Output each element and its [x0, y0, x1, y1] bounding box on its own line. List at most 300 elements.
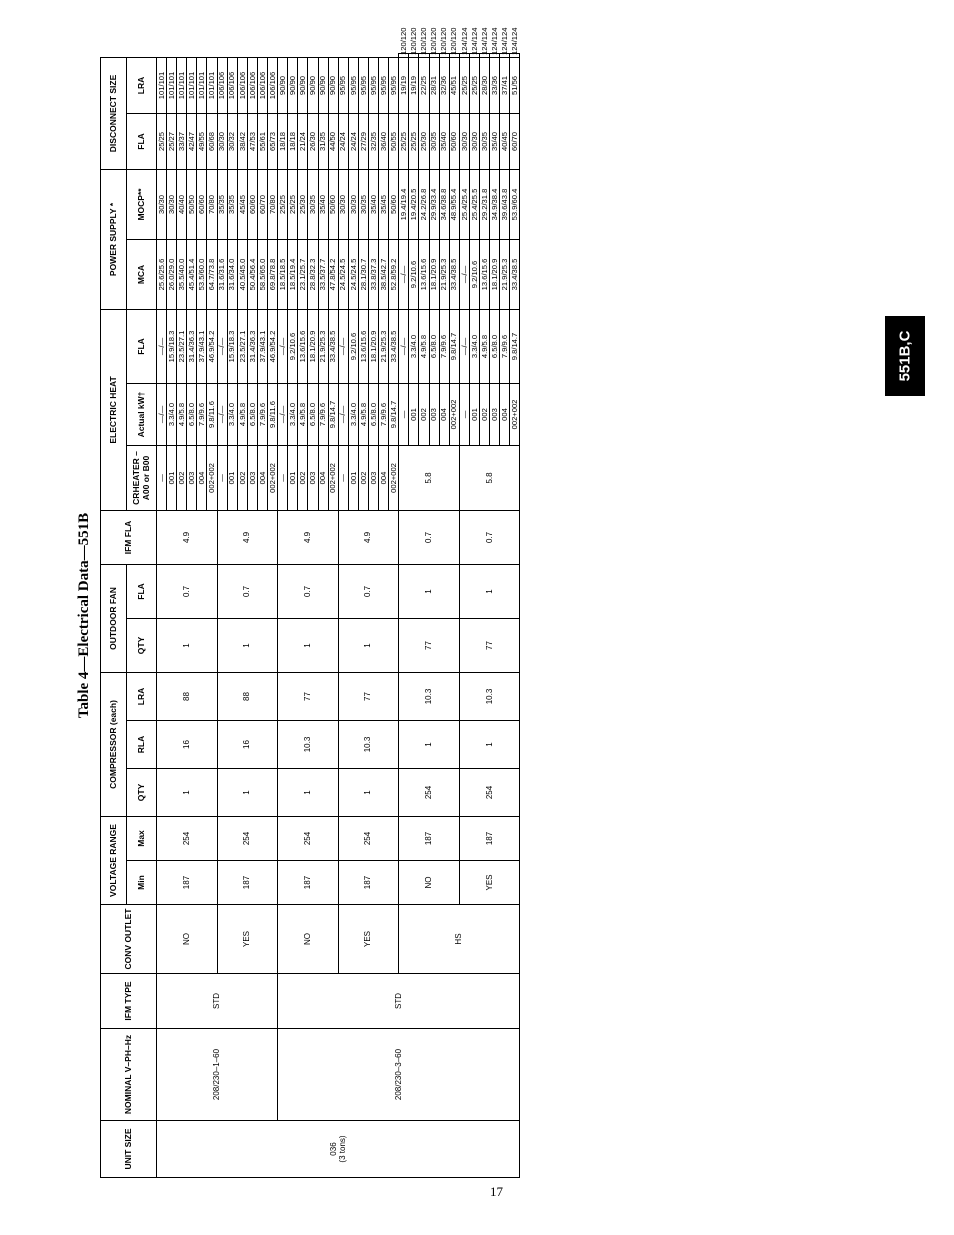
heat-fla-cell: 13.6/15.6	[298, 309, 308, 383]
ifm-fla-cell: 4.9	[338, 510, 399, 564]
fan-fla-cell: 0.7	[217, 564, 278, 618]
fan-qty-cell: 1	[217, 618, 278, 672]
ifm-type-cell: STD	[278, 974, 520, 1029]
mocp-cell: 30/30	[157, 169, 167, 239]
actual-kw-cell: 3.3/4.0	[409, 309, 419, 383]
crheater-cell: 002	[177, 445, 187, 510]
mca-cell: 28.1/30.7	[358, 239, 368, 309]
mca-cell: 31.6/31.6	[217, 239, 227, 309]
crheater-cell: 002	[480, 383, 490, 445]
actual-kw-cell: 9.8/11.6	[268, 383, 278, 445]
disconnect-fla-cell: 38/42	[237, 113, 247, 169]
mocp-cell: 50/60	[449, 113, 459, 169]
disconnect-fla-cell: 27/29	[358, 113, 368, 169]
heat-fla-cell: 18.1/20.9	[429, 239, 439, 309]
heat-fla-cell: 13.6/15.6	[358, 309, 368, 383]
heat-fla-cell: 13.6/15.6	[419, 239, 429, 309]
header-conv-outlet: CONV OUTLET	[101, 905, 157, 974]
mocp-cell: 30/35	[358, 169, 368, 239]
crheater-cell: 001	[227, 445, 237, 510]
compressor-lra-cell: 88	[157, 672, 218, 720]
header-mca: MCA	[127, 239, 157, 309]
disconnect-fla-cell: 31/35	[318, 113, 328, 169]
actual-kw-cell: 4.9/5.8	[419, 309, 429, 383]
header-voltage-max: Max	[127, 816, 157, 860]
heat-fla-cell: 33.4/38.5	[328, 309, 338, 383]
compressor-lra-cell: 77	[338, 672, 399, 720]
crheater-cell: 004	[318, 445, 328, 510]
compressor-rla-cell: 10.3	[278, 720, 339, 768]
disconnect-lra-cell: 101/101	[157, 57, 167, 113]
disconnect-lra-cell: 95/95	[338, 57, 348, 113]
mca-cell: 29.9/33.4	[429, 169, 439, 239]
disconnect-fla-cell: 45/51	[449, 57, 459, 113]
compressor-lra-cell: 88	[217, 672, 278, 720]
table-title: Table 4—Electrical Data—551B	[76, 512, 92, 719]
disconnect-lra-cell: 120/120	[429, 54, 439, 58]
mocp-cell: 60/70	[257, 169, 267, 239]
heat-fla-cell: —/—	[157, 309, 167, 383]
mca-cell: 26.0/29.0	[167, 239, 177, 309]
mocp-cell: 60/60	[197, 169, 207, 239]
disconnect-lra-cell: 124/124	[480, 54, 490, 58]
disconnect-lra-cell: 106/106	[247, 57, 257, 113]
heat-fla-cell: 9.2/10.6	[348, 309, 358, 383]
crheater-cell: 001	[167, 445, 177, 510]
compressor-qty-cell: 1	[217, 768, 278, 816]
fan-qty-cell: 1	[157, 618, 218, 672]
mocp-cell: 35/40	[439, 113, 449, 169]
heat-fla-cell: 21.9/25.3	[439, 239, 449, 309]
crheater-cell: 004	[197, 445, 207, 510]
fan-fla-cell: 0.7	[157, 564, 218, 618]
compressor-rla-cell: 10.3	[338, 720, 399, 768]
actual-kw-cell: 7.9/9.6	[379, 383, 389, 445]
mocp-cell: 45/45	[237, 169, 247, 239]
crheater-cell: 001	[348, 445, 358, 510]
voltage-max-cell: 254	[338, 816, 399, 860]
header-fan-qty: QTY	[127, 618, 157, 672]
mca-cell: 64.7/73.8	[207, 239, 217, 309]
disconnect-lra-cell: 95/95	[358, 57, 368, 113]
disconnect-lra-cell: 120/120	[419, 54, 429, 58]
disconnect-lra-cell: 124/124	[490, 54, 500, 58]
mocp-cell: 40/40	[177, 169, 187, 239]
mca-cell: 31.6/34.0	[227, 239, 237, 309]
compressor-rla-cell: 10.3	[399, 672, 460, 720]
mocp-cell: 35/35	[227, 169, 237, 239]
mocp-cell: 30/30	[167, 169, 177, 239]
actual-kw-cell: 6.5/8.0	[247, 383, 257, 445]
actual-kw-cell: 6.5/8.0	[187, 383, 197, 445]
mocp-cell: 35/40	[368, 169, 378, 239]
header-compressor-qty: QTY	[127, 768, 157, 816]
header-actual-kw: Actual kW†	[127, 383, 157, 445]
header-crheater: CRHEATER –A00 or B00	[127, 445, 157, 510]
heat-fla-cell: 18.1/20.9	[308, 309, 318, 383]
header-voltage-min: Min	[127, 861, 157, 905]
header-heat-fla: FLA	[127, 309, 157, 383]
disconnect-lra-cell: 106/106	[257, 57, 267, 113]
ifm-fla-cell: 4.9	[278, 510, 339, 564]
disconnect-lra-cell: 124/124	[510, 54, 520, 58]
crheater-cell: 001	[409, 383, 419, 445]
compressor-qty-cell: 1	[399, 720, 460, 768]
compressor-qty-cell: 1	[157, 768, 218, 816]
actual-kw-cell: —/—	[338, 383, 348, 445]
mca-cell: 45.4/51.4	[187, 239, 197, 309]
mca-cell: 48.9/55.4	[449, 169, 459, 239]
crheater-cell: 003	[368, 445, 378, 510]
header-compressor: COMPRESSOR (each)	[101, 672, 127, 816]
crheater-cell: —	[217, 445, 227, 510]
crheater-cell: —	[157, 445, 167, 510]
header-mocp: MOCP**	[127, 169, 157, 239]
crheater-cell: 001	[288, 445, 298, 510]
header-nominal: NOMINAL V–PH–Hz	[101, 1029, 157, 1121]
disconnect-lra-cell: 106/106	[237, 57, 247, 113]
mca-cell: 18.5/18.5	[278, 239, 288, 309]
disconnect-fla-cell: 65/73	[268, 113, 278, 169]
conv-outlet-cell: NO	[157, 905, 218, 974]
mocp-cell: 30/30	[469, 113, 479, 169]
voltage-max-cell: 254	[217, 816, 278, 860]
heat-fla-cell: 21.9/25.3	[379, 309, 389, 383]
crheater-cell: 002+002	[268, 445, 278, 510]
actual-kw-cell: 3.3/4.0	[167, 383, 177, 445]
voltage-min-cell: 187	[157, 861, 218, 905]
mocp-cell: 25/30	[419, 113, 429, 169]
disconnect-lra-cell: 95/95	[379, 57, 389, 113]
crheater-cell: 003	[247, 445, 257, 510]
mca-cell: 25.4/25.5	[469, 169, 479, 239]
disconnect-fla-cell: 19/19	[409, 57, 419, 113]
heat-fla-cell: 31.4/36.3	[187, 309, 197, 383]
mca-cell: 29.2/31.8	[480, 169, 490, 239]
heat-fla-cell: 23.5/27.1	[177, 309, 187, 383]
mocp-cell: 25/25	[278, 169, 288, 239]
heat-fla-cell: 33.4/38.5	[449, 239, 459, 309]
disconnect-fla-cell: 25/27	[167, 113, 177, 169]
crheater-cell: 002+002	[328, 445, 338, 510]
disconnect-lra-cell: 106/106	[217, 57, 227, 113]
actual-kw-cell: —/—	[459, 309, 469, 383]
nominal-cell: 208/230–1–60	[157, 1029, 278, 1121]
table-row	[157, 54, 167, 1178]
heat-fla-cell: 21.9/25.3	[318, 309, 328, 383]
mca-cell: 33.8/37.3	[368, 239, 378, 309]
mocp-cell: 40/45	[500, 113, 510, 169]
actual-kw-cell: —/—	[157, 383, 167, 445]
actual-kw-cell: —/—	[217, 383, 227, 445]
disconnect-fla-cell: 37/41	[500, 57, 510, 113]
disconnect-lra-cell: 124/124	[500, 54, 510, 58]
crheater-cell: 003	[187, 445, 197, 510]
compressor-rla-cell: 16	[217, 720, 278, 768]
heat-fla-cell: 9.2/10.6	[288, 309, 298, 383]
table-row	[278, 54, 288, 1178]
unit-size-value: 036	[328, 1142, 338, 1156]
voltage-min-cell: 187	[399, 816, 460, 860]
conv-outlet-cell: YES	[459, 861, 520, 905]
actual-kw-cell: 6.5/8.0	[429, 309, 439, 383]
disconnect-fla-cell: 28/31	[429, 57, 439, 113]
disconnect-fla-cell: 60/68	[207, 113, 217, 169]
crheater-cell: —	[399, 383, 409, 445]
disconnect-fla-cell: 42/47	[187, 113, 197, 169]
disconnect-fla-cell: 44/50	[328, 113, 338, 169]
mca-cell: 19.4/20.5	[409, 169, 419, 239]
disconnect-fla-cell: 36/40	[379, 113, 389, 169]
disconnect-fla-cell: 18/18	[288, 113, 298, 169]
heat-fla-cell: 37.9/43.1	[257, 309, 267, 383]
voltage-max-cell: 254	[399, 768, 460, 816]
mca-cell: 25.4/25.4	[459, 169, 469, 239]
table-body	[156, 27, 520, 1178]
voltage-min-cell: 187	[278, 861, 339, 905]
disconnect-fla-cell: 32/35	[368, 113, 378, 169]
mocp-cell: 60/60	[247, 169, 257, 239]
heat-fla-cell: —/—	[217, 309, 227, 383]
disconnect-fla-cell: 24/24	[348, 113, 358, 169]
mca-cell: 25.6/25.6	[157, 239, 167, 309]
heat-fla-cell: —/—	[278, 309, 288, 383]
mocp-cell: 70/80	[207, 169, 217, 239]
ifm-type-cell: STD	[157, 974, 278, 1029]
compressor-lra-cell: 77	[459, 618, 520, 672]
disconnect-lra-cell: 101/101	[207, 57, 217, 113]
disconnect-fla-cell: 47/53	[247, 113, 257, 169]
conv-outlet-cell: YES	[217, 905, 278, 974]
mocp-cell: 35/40	[490, 113, 500, 169]
heat-fla-cell: 33.4/38.5	[389, 309, 399, 383]
heat-fla-cell: 46.9/54.2	[207, 309, 217, 383]
heat-fla-cell: 37.9/43.1	[197, 309, 207, 383]
actual-kw-cell: 6.5/8.0	[490, 309, 500, 383]
heat-fla-cell: 15.9/18.3	[227, 309, 237, 383]
crheater-cell: —	[459, 383, 469, 445]
mocp-cell: 50/60	[389, 169, 399, 239]
disconnect-fla-cell: 30/30	[217, 113, 227, 169]
mca-cell: 28.8/32.3	[308, 239, 318, 309]
disconnect-fla-cell: 25/25	[459, 57, 469, 113]
mocp-cell: 25/25	[409, 113, 419, 169]
header-voltage-range: VOLTAGE RANGE	[101, 816, 127, 904]
conv-outlet-cell: NO	[278, 905, 339, 974]
actual-kw-cell: 7.9/9.6	[500, 309, 510, 383]
voltage-min-cell: 187	[338, 861, 399, 905]
mocp-cell: 25/30	[298, 169, 308, 239]
actual-kw-cell: 4.9/5.8	[177, 383, 187, 445]
crheater-cell: 002+002	[389, 445, 399, 510]
actual-kw-cell: 3.3/4.0	[469, 309, 479, 383]
disconnect-fla-cell: 50/55	[389, 113, 399, 169]
actual-kw-cell: 7.9/9.6	[318, 383, 328, 445]
crheater-cell: 002	[237, 445, 247, 510]
mca-cell: 53.9/60.4	[510, 169, 520, 239]
heat-fla-cell: 9.2/10.6	[469, 239, 479, 309]
mca-cell: 38.5/42.7	[379, 239, 389, 309]
header-compressor-lra: LRA	[127, 672, 157, 720]
rotated-table-area	[76, 27, 590, 1178]
mca-cell: 23.1/25.7	[298, 239, 308, 309]
disconnect-fla-cell: 26/30	[308, 113, 318, 169]
ifm-fla-cell: 5.8	[459, 445, 520, 510]
actual-kw-cell: 7.9/9.6	[257, 383, 267, 445]
disconnect-lra-cell: 90/90	[288, 57, 298, 113]
actual-kw-cell: 6.5/8.0	[308, 383, 318, 445]
disconnect-fla-cell: 49/55	[197, 113, 207, 169]
fan-fla-cell: 0.7	[278, 564, 339, 618]
disconnect-lra-cell: 90/90	[278, 57, 288, 113]
conv-outlet-cell: YES	[338, 905, 399, 974]
compressor-qty-cell: 1	[278, 768, 339, 816]
mca-cell: 52.8/59.2	[389, 239, 399, 309]
fan-fla-cell: 0.7	[399, 510, 460, 564]
mocp-cell: 35/45	[379, 169, 389, 239]
disconnect-fla-cell: 55/61	[257, 113, 267, 169]
disconnect-fla-cell: 22/25	[419, 57, 429, 113]
mocp-cell: 30/35	[429, 113, 439, 169]
disconnect-fla-cell: 33/37	[177, 113, 187, 169]
side-tab	[885, 316, 925, 396]
actual-kw-cell: 4.9/5.8	[480, 309, 490, 383]
disconnect-lra-cell: 106/106	[227, 57, 237, 113]
heat-fla-cell: —/—	[399, 239, 409, 309]
disconnect-lra-cell: 120/120	[399, 54, 409, 58]
ifm-fla-cell: 4.9	[157, 510, 218, 564]
header-unit-size: UNIT SIZE	[101, 1121, 157, 1178]
side-tab-label: 551B,C	[896, 330, 914, 382]
disconnect-fla-cell: 28/30	[480, 57, 490, 113]
voltage-min-cell: 187	[459, 816, 520, 860]
header-fan-fla: FLA	[127, 564, 157, 618]
mca-cell: 18.5/19.4	[288, 239, 298, 309]
actual-kw-cell: 9.8/11.6	[207, 383, 217, 445]
mca-cell: 24.5/24.5	[338, 239, 348, 309]
disconnect-lra-cell: 90/90	[308, 57, 318, 113]
mca-cell: 24.2/26.8	[419, 169, 429, 239]
mca-cell: 40.5/45.0	[237, 239, 247, 309]
disconnect-lra-cell: 101/101	[187, 57, 197, 113]
heat-fla-cell: 18.1/20.9	[368, 309, 378, 383]
header-outdoor-fan: OUTDOOR FAN	[101, 564, 127, 672]
disconnect-lra-cell: 120/120	[449, 54, 459, 58]
voltage-max-cell: 254	[157, 816, 218, 860]
crheater-cell: 004	[500, 383, 510, 445]
header-electric-heat: ELECTRIC HEAT	[101, 309, 127, 510]
disconnect-fla-cell: 33/36	[490, 57, 500, 113]
crheater-cell: 003	[490, 383, 500, 445]
voltage-max-cell: 254	[459, 768, 520, 816]
nominal-cell: 208/230–3–60	[278, 1029, 520, 1121]
fan-qty-cell: 1	[338, 618, 399, 672]
disconnect-lra-cell: 106/106	[268, 57, 278, 113]
mca-cell: 58.5/65.0	[257, 239, 267, 309]
mocp-cell: 30/30	[459, 113, 469, 169]
page-number: 17	[490, 1184, 503, 1199]
disconnect-fla-cell: 25/25	[157, 113, 167, 169]
mca-cell: 19.4/19.4	[399, 169, 409, 239]
ifm-type-cell: HS	[399, 905, 520, 974]
mocp-cell: 25/25	[288, 169, 298, 239]
mocp-cell: 25/25	[399, 113, 409, 169]
crheater-cell: 002+002	[207, 445, 217, 510]
mca-cell: 47.8/54.2	[328, 239, 338, 309]
mocp-cell: 50/60	[328, 169, 338, 239]
heat-fla-cell: —/—	[459, 239, 469, 309]
disconnect-fla-cell: 24/24	[338, 113, 348, 169]
disconnect-fla-cell: 30/32	[227, 113, 237, 169]
fan-qty-cell: 1	[459, 564, 520, 618]
actual-kw-cell: —/—	[399, 309, 409, 383]
disconnect-lra-cell: 120/120	[439, 54, 449, 58]
voltage-min-cell: 187	[217, 861, 278, 905]
disconnect-lra-cell: 95/95	[348, 57, 358, 113]
compressor-lra-cell: 77	[399, 618, 460, 672]
mocp-cell: 30/35	[480, 113, 490, 169]
disconnect-lra-cell: 95/95	[368, 57, 378, 113]
actual-kw-cell: 4.9/5.8	[358, 383, 368, 445]
mca-cell: 39.6/43.8	[500, 169, 510, 239]
heat-fla-cell: 18.1/20.9	[490, 239, 500, 309]
crheater-cell: 004	[257, 445, 267, 510]
disconnect-fla-cell: 21/24	[298, 113, 308, 169]
actual-kw-cell: 3.3/4.0	[227, 383, 237, 445]
disconnect-lra-cell: 101/101	[197, 57, 207, 113]
header-disconnect-size: DISCONNECT SIZE	[101, 57, 127, 169]
mca-cell: 53.5/60.0	[197, 239, 207, 309]
disconnect-fla-cell: 19/19	[399, 57, 409, 113]
fan-qty-cell: 1	[399, 564, 460, 618]
mca-cell: 34.9/38.4	[490, 169, 500, 239]
crheater-cell: 003	[308, 445, 318, 510]
disconnect-lra-cell: 90/90	[328, 57, 338, 113]
mocp-cell: 50/50	[187, 169, 197, 239]
header-ifm-fla: IFM FLA	[101, 510, 157, 564]
mocp-cell: 70/80	[268, 169, 278, 239]
disconnect-lra-cell: 90/90	[318, 57, 328, 113]
header-ifm-type: IFM TYPE	[101, 974, 157, 1029]
compressor-qty-cell: 1	[338, 768, 399, 816]
mocp-cell: 35/40	[318, 169, 328, 239]
crheater-cell: 004	[379, 445, 389, 510]
mca-cell: 69.8/78.8	[268, 239, 278, 309]
disconnect-fla-cell: 32/36	[439, 57, 449, 113]
electrical-data-table	[100, 27, 520, 1178]
heat-fla-cell: 23.5/27.1	[237, 309, 247, 383]
actual-kw-cell: 7.9/9.6	[197, 383, 207, 445]
actual-kw-cell: 7.9/9.6	[439, 309, 449, 383]
heat-fla-cell: 21.9/25.3	[500, 239, 510, 309]
fan-fla-cell: 0.7	[338, 564, 399, 618]
mocp-cell: 30/30	[338, 169, 348, 239]
mca-cell: 24.5/24.5	[348, 239, 358, 309]
mocp-cell: 60/70	[510, 113, 520, 169]
voltage-max-cell: 254	[278, 816, 339, 860]
actual-kw-cell: 9.8/14.7	[510, 309, 520, 383]
actual-kw-cell: —/—	[278, 383, 288, 445]
mocp-cell: 30/30	[348, 169, 358, 239]
heat-fla-cell: 15.9/18.3	[167, 309, 177, 383]
mca-cell: 34.6/38.8	[439, 169, 449, 239]
mocp-cell: 30/35	[308, 169, 318, 239]
crheater-cell: —	[278, 445, 288, 510]
disconnect-lra-cell: 95/95	[389, 57, 399, 113]
mca-cell: 50.4/56.4	[247, 239, 257, 309]
crheater-cell: —	[338, 445, 348, 510]
header-disconnect-fla: FLA	[127, 113, 157, 169]
